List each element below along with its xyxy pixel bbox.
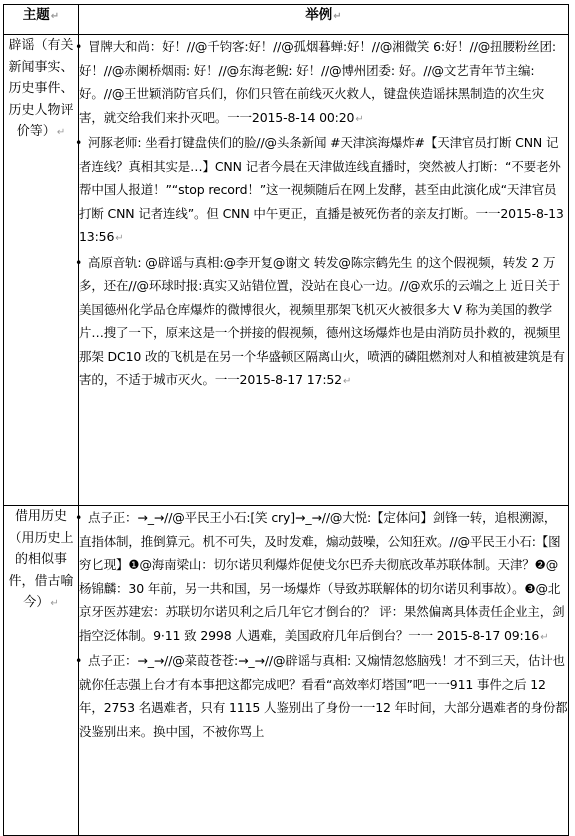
header-row: [4, 5, 569, 35]
list-item: • 点子正：→_→//@平民王小石:[笑 cry]→_→//@大悦:【定体问】剑锋一转，追根溯源，直指体制，推倒算元。机不可失，及时发难，煽动鼓噪，公知狂欢。//@平民王小石:【图穷匕现】❶@海南梁山：切尔诺贝利爆炸促使戈尔巴乔夫彻底改革苏联体制。天津？❷@杨锦麟：30 年前，另一共和国，另一场爆炸（导致苏联解体的切尔诺贝利事故）。❸@北京牙医苏建宏：苏联切尔诺贝利之后几年它才倒台的？ 评：果然偏离具体责任企业主，剑指空泛体制。9·11 致 2998 人遇难，美国政府几年后倒台？一一 2015-8-17 09:16↵: [75, 510, 565, 643]
examples-cell: [75, 506, 569, 836]
list-item: • 冒牌大和尚：好！//@千钧客:好！//@孤烟暮蝉:好！//@湘微笑 6:好！//@扭腰粉丝团: 好！//@赤阑桥烟雨: 好！//@东海老鲵: 好！//@博州团委: 好。//@文艺青年节主编:好。//@王世颖消防官兵们，你们只管在前线灭火救人，键盘侠造谣抹黑制造的次生灾害，就交给我们来扑灭吧。一一2015-8-14 00:20↵: [75, 39, 556, 125]
category-cell: 辟谣（有关新闻事实、历史事件、历史人物评价等）↵: [4, 35, 79, 506]
list-item: • 高原音轨: @辟谣与真相:@李开复@谢文 转发@陈宗鹤先生 的这个假视频，转发 2 万多，还在//@环球时报:真实又站错位置，没站在良心一边。//@欢乐的云端之上 近日关于美国德州化学品仓库爆炸的微博很火，视频里那架飞机灭火被很多大 V 称为美国的教学片…搜了一下，原来这是一个拼接的假视频，德州这场爆炸也是由消防员扑救的，视频里那架 DC10 改的飞机是在另一个华盛顿区隔离山火，喷洒的磷阻燃剂对人和植被建筑是有害的，不适于城市灭火。一一2015-8-17 17:52↵: [75, 254, 565, 387]
document-table: [3, 4, 569, 836]
header-examples: 举例↵: [79, 5, 569, 35]
examples-cell: [75, 35, 569, 506]
section-row: [4, 35, 569, 506]
header-topic: 主题↵: [4, 5, 79, 35]
category-cell: 借用历史（用历史上的相似事件，借古喻今）↵: [4, 506, 79, 836]
list-item: • 河豚老师: 坐看打键盘侠们的脸//@头条新闻 #天津滨海爆炸#【天津官员打断 CNN 记者连线？真相其实是…】CNN 记者今晨在天津做连线直播时，突然被人打断：“不要老外帮中国人报道！”“stop record！”这一视频随后在网上发酵，甚至由此演化成“天津官员打断 CNN 记者连线”。但 CNN 中午更正，直播是被死伤者的亲友打断。一一2015-8-13 13:56↵: [75, 135, 564, 244]
section-row: [4, 506, 569, 836]
list-item: • 点子正：→_→//@菜葭苍苍:→_→//@辟谣与真相: 又煽情忽悠脑残！才不到三天，估计也就你任志强上台才有本事把这都完成吧？看看“高效率灯塔国”吧一一911 事件之后 12 年，2753 名遇难者，只有 1115 人鉴别出了身份一一12 年时间，大部分遇难者的身份都没鉴别出来。换中国，不被你骂上: [75, 653, 568, 739]
